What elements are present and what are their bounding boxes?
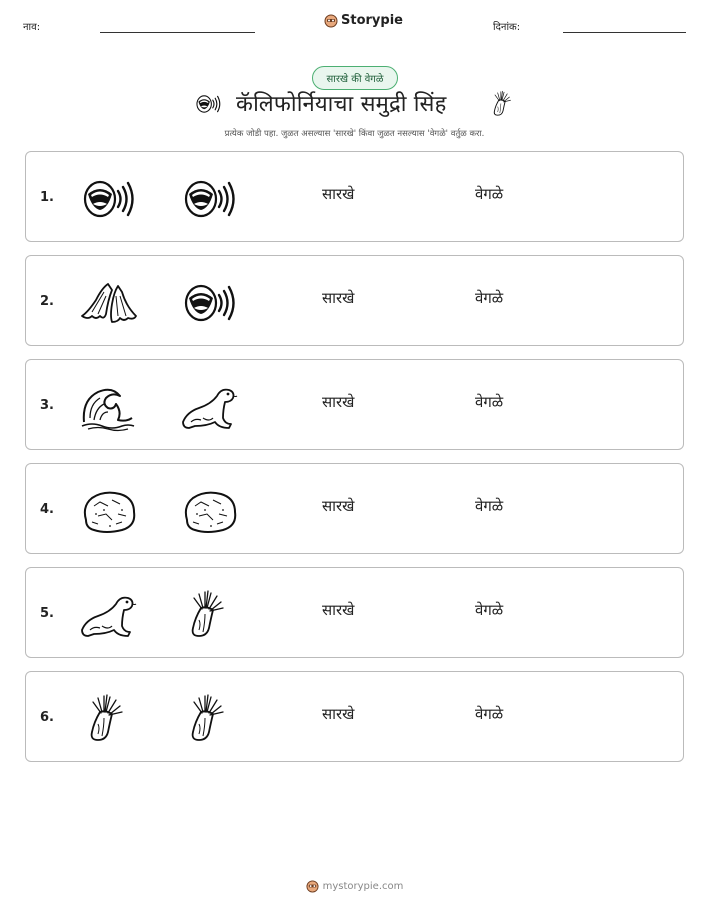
date-label: दिनांक: xyxy=(493,22,521,33)
storypie-mascot-icon xyxy=(324,14,338,28)
barking-mouth-icon xyxy=(179,278,239,328)
name-line[interactable] xyxy=(100,32,255,33)
question-number: 2. xyxy=(40,294,54,309)
different-option[interactable]: वेगळे xyxy=(475,393,504,411)
page-title: कॅलिफोर्नियाचा समुद्री सिंह xyxy=(236,92,447,117)
rock-icon xyxy=(179,486,239,536)
different-option[interactable]: वेगळे xyxy=(475,185,504,203)
different-option[interactable]: वेगळे xyxy=(475,601,504,619)
brand-name: Storypie xyxy=(341,13,403,28)
sea-anemone-icon xyxy=(179,590,239,640)
question-number: 5. xyxy=(40,606,54,621)
same-option[interactable]: सारखे xyxy=(322,289,355,307)
question-row xyxy=(25,359,684,450)
same-option[interactable]: सारखे xyxy=(322,601,355,619)
different-option[interactable]: वेगळे xyxy=(475,497,504,515)
different-option[interactable]: वेगळे xyxy=(475,705,504,723)
barking-mouth-icon xyxy=(193,92,223,116)
question-row xyxy=(25,463,684,554)
storypie-mascot-icon xyxy=(306,880,319,893)
question-row xyxy=(25,151,684,242)
worksheet-type-badge: सारखे की वेगळे xyxy=(312,66,398,90)
question-row xyxy=(25,255,684,346)
same-option[interactable]: सारखे xyxy=(322,705,355,723)
question-row xyxy=(25,671,684,762)
barking-mouth-icon xyxy=(78,174,138,224)
same-option[interactable]: सारखे xyxy=(322,185,355,203)
question-row xyxy=(25,567,684,658)
same-option[interactable]: सारखे xyxy=(322,497,355,515)
date-line[interactable] xyxy=(563,32,686,33)
instructions: प्रत्येक जोडी पहा. जुळत असल्यास 'सारखे' किंवा जुळत नसल्यास 'वेगळे' वर्तुळ करा. xyxy=(224,129,485,139)
question-number: 1. xyxy=(40,190,54,205)
sea-lion-icon xyxy=(179,382,239,432)
sea-anemone-icon xyxy=(487,90,519,118)
different-option[interactable]: वेगळे xyxy=(475,289,504,307)
question-number: 4. xyxy=(40,502,54,517)
footer xyxy=(0,880,709,893)
sea-lion-icon xyxy=(78,590,138,640)
sea-anemone-icon xyxy=(78,694,138,744)
footer-url: mystorypie.com xyxy=(322,881,404,892)
name-label: नाव: xyxy=(23,22,41,33)
barking-mouth-icon xyxy=(179,174,239,224)
sea-anemone-icon xyxy=(179,694,239,744)
wave-icon xyxy=(78,382,138,432)
storypie-logo xyxy=(324,13,403,28)
rock-icon xyxy=(78,486,138,536)
question-number: 3. xyxy=(40,398,54,413)
flippers-icon xyxy=(78,278,138,328)
question-number: 6. xyxy=(40,710,54,725)
same-option[interactable]: सारखे xyxy=(322,393,355,411)
